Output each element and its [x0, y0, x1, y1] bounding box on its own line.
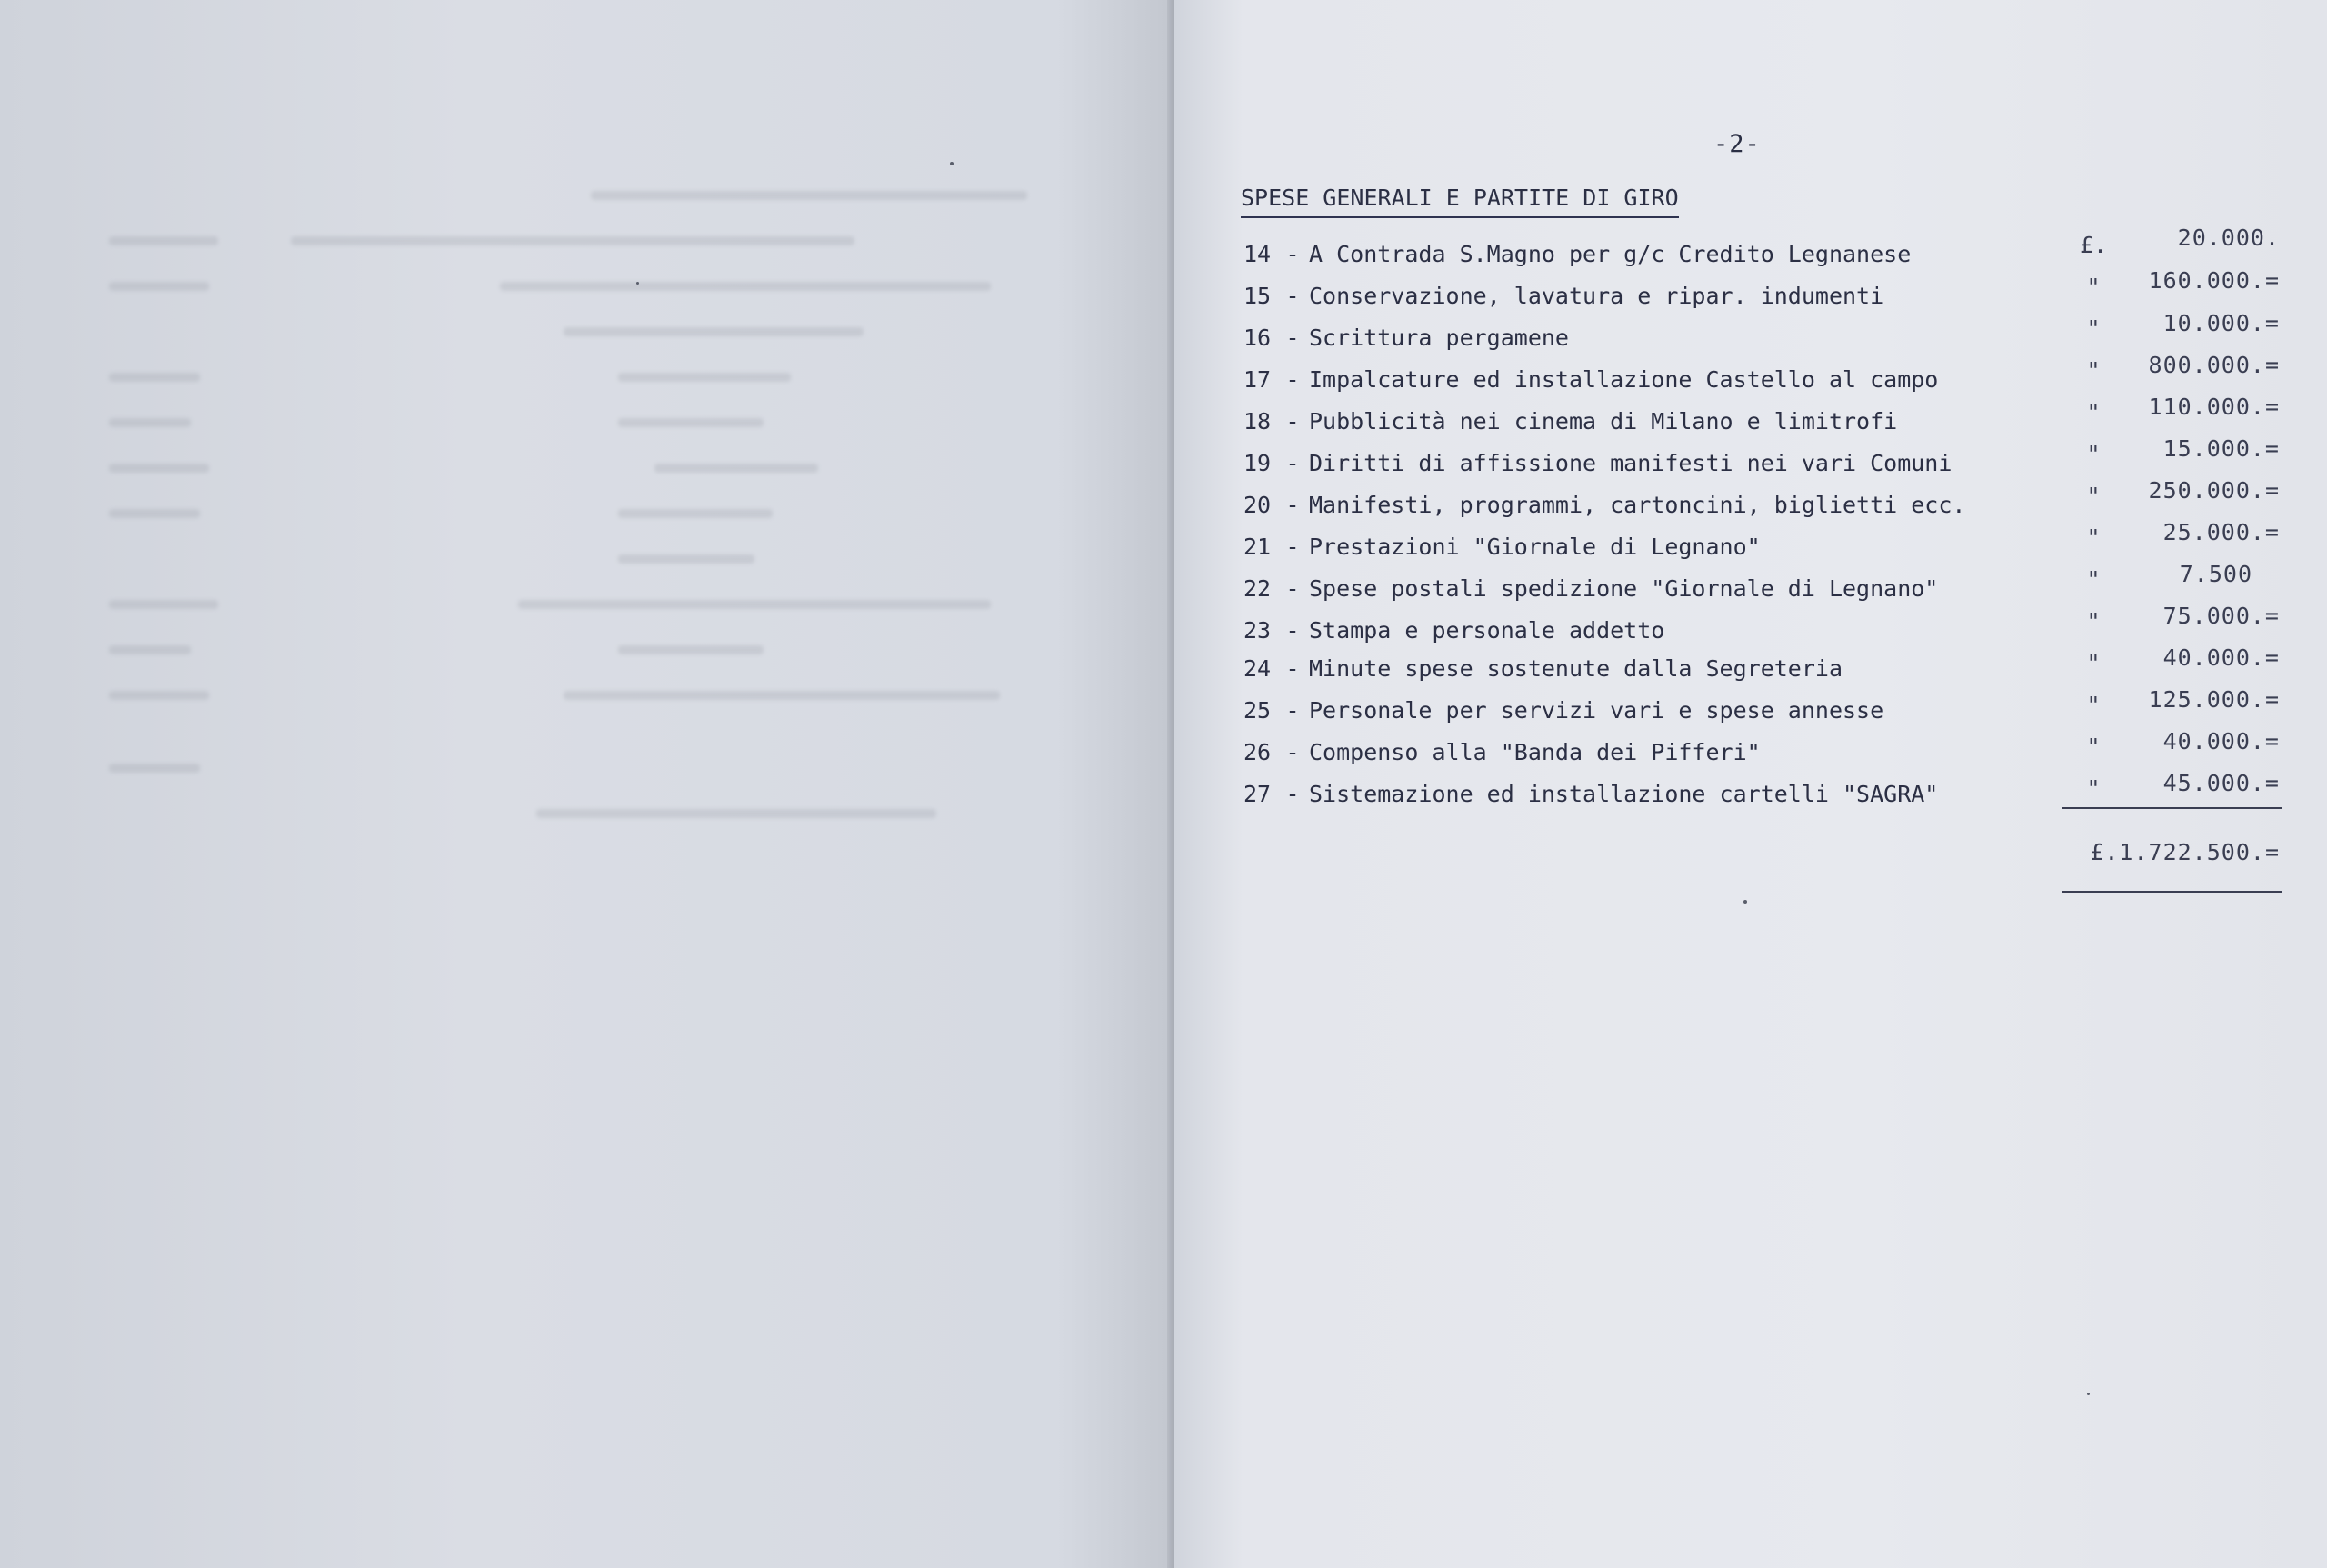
item-amount: 15.000.= [2162, 435, 2280, 462]
item-description: Pubblicità nei cinema di Milano e limitrofi [1309, 408, 1898, 434]
currency-mark: " [2086, 315, 2101, 342]
total-underline [2062, 891, 2282, 893]
item-description: Impalcature ed installazione Castello al campo [1309, 366, 1939, 393]
item-number: 17 [1243, 366, 1272, 393]
bleed-through-marks [109, 164, 1109, 982]
item-number: 24 [1243, 655, 1272, 682]
item-amount: 20.000. [2177, 225, 2280, 251]
currency-mark: £. [2079, 232, 2108, 258]
expense-row: 16 - Scrittura pergamene [1243, 320, 2289, 356]
currency-mark: " [2086, 274, 2101, 300]
currency-mark: " [2086, 775, 2101, 802]
item-amount: 10.000.= [2162, 310, 2280, 336]
item-number: 26 [1243, 739, 1272, 765]
currency-mark: " [2086, 357, 2101, 384]
paper-speck [636, 282, 639, 285]
expense-row: 18 - Pubblicità nei cinema di Milano e limitrofi [1243, 404, 2289, 440]
item-amount: 40.000.= [2162, 644, 2280, 671]
item-description: Prestazioni "Giornale di Legnano" [1309, 534, 1761, 560]
item-number: 14 [1243, 241, 1272, 267]
item-number: 16 [1243, 325, 1272, 351]
expense-row: 22 - Spese postali spedizione "Giornale di Legnano" [1243, 571, 2289, 607]
item-number: 22 [1243, 575, 1272, 602]
item-description: Scrittura pergamene [1309, 325, 1569, 351]
item-number: 25 [1243, 697, 1272, 724]
item-description: Minute spese sostenute dalla Segreteria [1309, 655, 1843, 682]
item-description: Compenso alla "Banda dei Pifferi" [1309, 739, 1761, 765]
item-amount: 45.000.= [2162, 770, 2280, 796]
expense-row: 25 - Personale per servizi vari e spese annesse [1243, 693, 2289, 729]
paper-speck [1743, 900, 1747, 904]
expense-row: 17 - Impalcature ed installazione Castello al campo [1243, 362, 2289, 398]
item-number: 21 [1243, 534, 1272, 560]
item-amount: 250.000.= [2148, 477, 2280, 504]
expense-row: 15 - Conservazione, lavatura e ripar. indumenti [1243, 278, 2289, 315]
item-amount: 125.000.= [2148, 686, 2280, 713]
item-amount: 40.000.= [2162, 728, 2280, 754]
currency-mark: " [2086, 441, 2101, 467]
item-amount: 110.000.= [2148, 394, 2280, 420]
paper-speck [2087, 1393, 2090, 1395]
expense-row: 24 - Minute spese sostenute dalla Segreteria [1243, 651, 2289, 687]
expense-row: 14 - A Contrada S.Magno per g/c Credito Legnanese [1243, 236, 2289, 273]
item-amount: 160.000.= [2148, 267, 2280, 294]
item-number: 15 [1243, 283, 1272, 309]
item-number: 27 [1243, 781, 1272, 807]
item-description: Diritti di affissione manifesti nei vari Comuni [1309, 450, 1952, 476]
currency-mark: " [2086, 608, 2101, 634]
item-number: 20 [1243, 492, 1272, 518]
currency-mark: " [2086, 399, 2101, 425]
expense-row: 23 - Stampa e personale addetto [1243, 613, 2289, 649]
currency-mark: " [2086, 524, 2101, 551]
currency-mark: " [2086, 483, 2101, 509]
item-description: Spese postali spedizione "Giornale di Legnano" [1309, 575, 1939, 602]
item-description: Personale per servizi vari e spese annesse [1309, 697, 1884, 724]
item-number: 19 [1243, 450, 1272, 476]
currency-mark: " [2086, 734, 2101, 760]
expense-row: 19 - Diritti di affissione manifesti nei vari Comuni [1243, 445, 2289, 482]
item-number: 23 [1243, 617, 1272, 644]
expense-row: 27 - Sistemazione ed installazione cartelli "SAGRA" [1243, 776, 2289, 813]
item-amount: 75.000.= [2162, 603, 2280, 629]
section-title: SPESE GENERALI E PARTITE DI GIRO [1241, 185, 1679, 218]
sum-rule [2062, 807, 2282, 809]
item-description: A Contrada S.Magno per g/c Credito Legnanese [1309, 241, 1912, 267]
item-amount: 7.500 [2179, 561, 2252, 587]
item-description: Manifesti, programmi, cartoncini, biglietti ecc. [1309, 492, 1966, 518]
item-description: Stampa e personale addetto [1309, 617, 1665, 644]
expense-row: 20 - Manifesti, programmi, cartoncini, biglietti ecc. [1243, 487, 2289, 524]
grand-total: £.1.722.500.= [2090, 839, 2280, 865]
currency-mark: " [2086, 566, 2101, 593]
item-description: Conservazione, lavatura e ripar. indumenti [1309, 283, 1884, 309]
currency-mark: " [2086, 692, 2101, 718]
expense-row: 26 - Compenso alla "Banda dei Pifferi" [1243, 734, 2289, 771]
paper-speck [950, 162, 954, 165]
item-amount: 25.000.= [2162, 519, 2280, 545]
item-number: 18 [1243, 408, 1272, 434]
item-description: Sistemazione ed installazione cartelli "SAGRA" [1309, 781, 1939, 807]
expense-row: 21 - Prestazioni "Giornale di Legnano" [1243, 529, 2289, 565]
currency-mark: " [2086, 650, 2101, 676]
item-amount: 800.000.= [2148, 352, 2280, 378]
page-number: -2- [1713, 130, 1761, 158]
